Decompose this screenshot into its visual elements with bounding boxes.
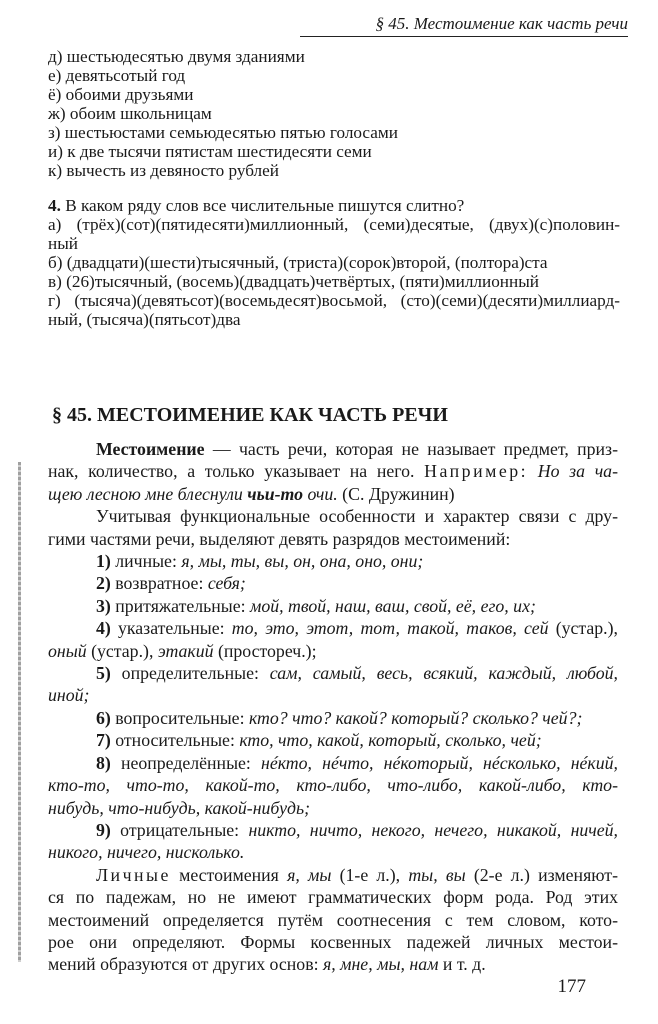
category-examples: нибудь, что-нибудь, какой-нибудь; [48,797,310,818]
category-note: (устар.), [86,640,158,661]
task-number: 4. [48,196,61,215]
closing-italic: ты, вы [408,864,466,885]
binding-edge-strip [18,462,21,962]
task-option: б) (двадцати)(шести)тысячный, (триста)(сорок)второй, (полтора)ста [48,253,548,272]
closing-line: рое они определяют. Формы косвенных падежей личных местои- [48,931,618,952]
task-option: ный, (тысяча)(пятьсот)два [48,310,241,329]
closing-line: местоимений определяется путём соотнесения с тем словом, кото- [48,909,618,930]
category-examples: кто? что? какой? который? сколько? чей?; [248,707,583,728]
category-label: возвратное: [110,573,208,594]
category-item [48,729,618,751]
list-item: и) к две тысячи пятистам шестидесяти семи [48,142,372,161]
category-examples: этакий [157,640,214,661]
category-continuation [48,774,618,796]
category-examples: я, мы, ты, вы, он, она, оно, они; [181,551,424,572]
category-note: (устар.), [548,618,618,639]
closing-spaced: Личные [96,864,171,885]
category-item [48,595,618,617]
definition-line [48,438,618,460]
category-examples: сам, самый, весь, всякий, каждый, любой, [269,663,618,684]
closing-text: местоимения [170,864,288,885]
category-examples: оный [48,640,87,661]
example-source: (С. Дружинин) [337,483,455,504]
page-number: 177 [557,976,586,997]
category-number: 4) [96,618,111,639]
category-number: 9) [96,819,111,840]
running-header [300,14,628,37]
category-note: (простореч.); [213,640,317,661]
category-item [48,752,618,774]
example-label: Например: [424,461,529,482]
category-label: отрицательные: [110,819,249,840]
category-continuation [48,684,618,706]
definition-text: нак, количество, а только указывает на него. [48,461,425,482]
task-option: а) (трёх)(сот)(пятидесяти)миллионный, (семи)десятые, (двух)(с)половин- [48,215,620,234]
category-examples: кто, что, какой, который, сколько, чей; [239,730,542,751]
category-label: неопределённые: [110,752,261,773]
category-label: относительные: [110,730,240,751]
category-item [48,662,618,684]
list-item: к) вычесть из девяносто рублей [48,161,279,180]
category-item [48,707,618,729]
closing-text: (1-е л.), [331,864,409,885]
example-text: Но за ча- [528,461,618,482]
category-examples: нéкто, нéчто, нéкоторый, нéсколько, нéкий, [261,752,618,773]
definition-line [48,460,618,482]
task-option: в) (26)тысячный, (восемь)(двадцать)четвёртых, (пяти)миллионный [48,272,539,291]
category-number: 8) [96,752,111,773]
running-title: § 45. Местоимение как часть речи [375,14,628,33]
section-title: § 45. МЕСТОИМЕНИЕ КАК ЧАСТЬ РЕЧИ [52,404,448,426]
closing-text: и т. д. [438,954,486,975]
definition-term: Местоимение [96,439,205,459]
intro-line: гими частями речи, выделяют девять разрядов местоимений: [48,528,511,549]
task-question [48,196,620,215]
category-number: 3) [96,595,111,616]
category-examples: иной; [48,685,90,706]
example-text: очи. [303,483,338,504]
category-continuation [48,841,618,863]
category-label: указательные: [110,618,232,639]
list-item: ж) обоим школьницам [48,104,212,123]
definition-text: — часть речи, которая не называет предмет, приз- [204,439,618,459]
category-examples: мой, твой, наш, ваш, свой, её, его, их; [250,595,536,616]
list-item: д) шестьюдесятью двумя зданиями [48,47,305,66]
definition-line [48,483,618,505]
category-label: личные: [110,551,182,572]
category-number: 7) [96,730,111,751]
category-number: 5) [96,663,111,684]
closing-italic: я, мы [287,864,332,885]
category-item [48,617,618,639]
category-number: 1) [96,551,111,572]
category-continuation [48,797,618,819]
category-examples: то, это, этот, тот, такой, таков, сей [231,618,549,639]
category-examples: никто, ничто, некого, нечего, никакой, ничей, [248,819,618,840]
list-item: ё) обоими друзьями [48,85,194,104]
closing-line: ся по падежам, но не имеют грамматических форм рода. Род этих [48,887,618,908]
category-examples: себя; [207,573,246,594]
example-text: щею лесною мне блеснули [48,483,248,504]
category-number: 2) [96,573,111,594]
section-body [48,438,618,976]
category-examples: никого, ничего, нисколько. [48,842,245,863]
category-item [48,819,618,841]
category-number: 6) [96,707,111,728]
category-continuation [48,640,618,662]
example-highlight: чьи-то [247,483,304,504]
closing-line [48,953,618,975]
exercise-list [48,47,620,180]
closing-text: мений образуются от других основ: [48,954,323,975]
task-4 [48,196,620,329]
closing-text: (2-е л.) изменяют- [465,864,618,885]
category-label: вопросительные: [110,707,249,728]
list-item: з) шестьюстами семьюдесятью пятью голосами [48,123,398,142]
category-item [48,550,618,572]
closing-line [48,864,618,886]
task-question-text: В каком ряду слов все числительные пишутся слитно? [65,196,465,215]
category-item [48,572,618,594]
category-examples: кто-то, что-то, какой-то, кто-либо, что-либо, какой-либо, кто- [48,775,618,796]
task-option: ный [48,234,78,253]
list-item: е) девятьсотый год [48,66,186,85]
category-label: притяжательные: [110,595,250,616]
intro-line: Учитывая функциональные особенности и характер связи с дру- [96,506,618,527]
closing-italic: я, мне, мы, нам [322,954,439,975]
category-label: определительные: [110,663,270,684]
task-option: г) (тысяча)(девятьсот)(восемьдесят)восьмой, (сто)(семи)(десяти)миллиард- [48,291,620,310]
